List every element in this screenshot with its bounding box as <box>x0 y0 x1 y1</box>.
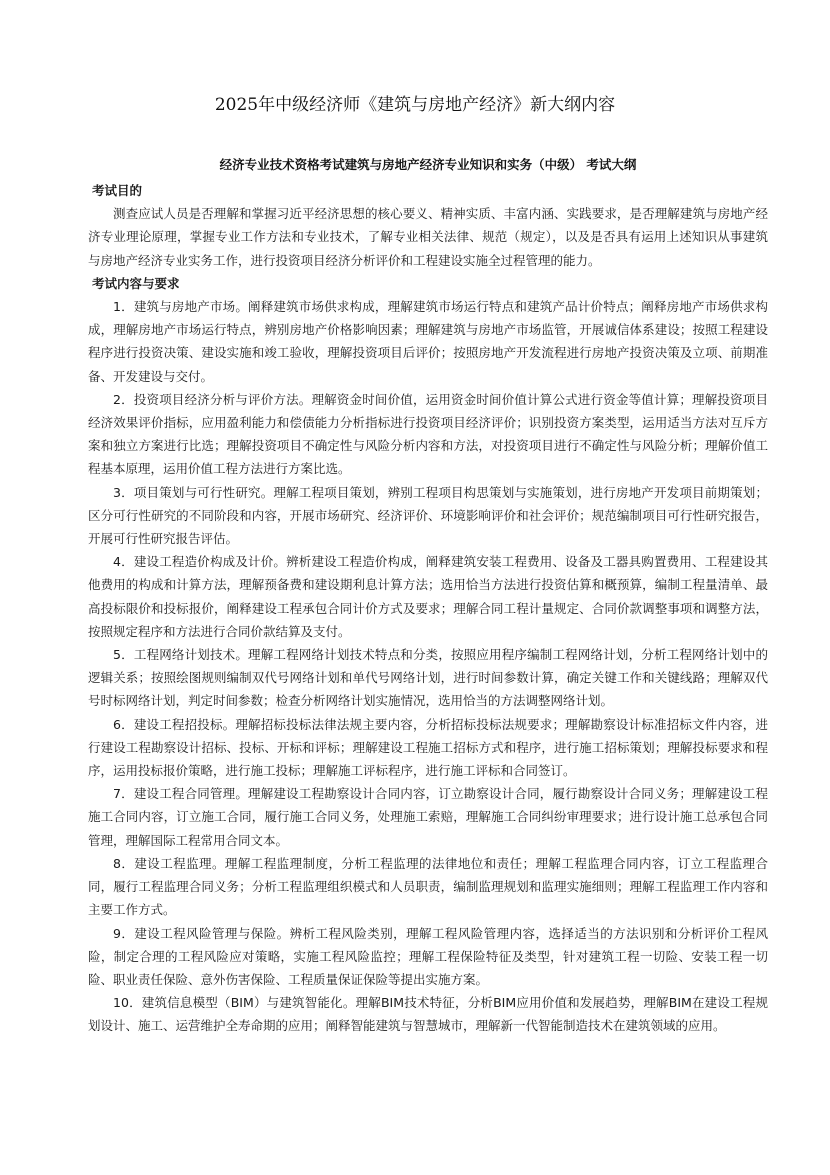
content-item-1: 1．建筑与房地产市场。阐释建筑市场供求构成，理解建筑市场运行特点和建筑产品计价特点；阐释房地产市场供求构成，理解房地产市场运行特点，辨别房地产价格影响因素；理解建筑与房地产市场监管，开展诚信体系建设；按照工程建设程序进行投资决策、建设实施和竣工验收，理解投资项目后评价；按照房地产开发流程进行房地产投资决策及立项、前期准备、开发建设与交付。 <box>88 299 768 384</box>
content-item-9: 9．建设工程风险管理与保险。辨析工程风险类别，理解工程风险管理内容，选择适当的方法识别和分析评价工程风险，制定合理的工程风险应对策略，实施工程风险监控；理解工程保险特征及类型，针对建筑工程一切险、安装工程一切险、职业责任保险、意外伤害保险、工程质量保证保险等提出实施方案。 <box>88 925 768 987</box>
document-title: 2025年中级经济师《建筑与房地产经济》新大纲内容 <box>214 95 616 115</box>
content-item-6: 6．建设工程招投标。理解招标投标法律法规主要内容，分析招标投标法规要求；理解勘察设计标准招标文件内容，进行建设工程勘察设计招标、投标、开标和评标；理解建设工程施工招标方式和程序，进行施工招标策划；理解投标要求和程序，运用投标报价策略，进行施工投标；理解施工评标程序，进行施工评标和合同签订。 <box>88 716 768 779</box>
content-item-10: 10．建筑信息模型（BIM）与建筑智能化。理解BIM技术特征，分析BIM应用价值和发展趋势，理解BIM在建设工程规划设计、施工、运营维护全寿命期的应用；阐释智能建筑与智慧城市，理解新一代智能制造技术在建筑领域的应用。 <box>88 995 768 1034</box>
content-item-2: 2．投资项目经济分析与评价方法。理解资金时间价值，运用资金时间价值计算公式进行资金等值计算；理解投资项目经济效果评价指标，应用盈利能力和偿债能力分析指标进行投资项目经济评价；识别投资方案类型，运用适当方法对互斥方案和独立方案进行比选；理解投资项目不确定性与风险分析内容和方法，对投资项目进行不确定性与风险分析；理解价值工程基本原理，运用价值工程方法进行方案比选。 <box>88 391 768 477</box>
exam-purpose-paragraph: 测查应试人员是否理解和掌握习近平经济思想的核心要义、精神实质、丰富内涵、实践要求，是否理解建筑与房地产经济专业理论原理，掌握专业工作方法和专业技术，了解专业相关法律、规范（规定），以及是否具有运用上述知识从事建筑与房地产经济专业实务工作，进行投资项目经济分析评价和工程建设实施全过程管理的能力。 <box>88 206 768 268</box>
content-item-5: 5．工程网络计划技术。理解工程网络计划技术特点和分类，按照应用程序编制工程网络计划，分析工程网络计划中的逻辑关系；按照绘图规则编制双代号网络计划和单代号网络计划，进行时间参数计算，确定关键工作和关键线路；理解双代号时标网络计划，判定时间参数；检查分析网络计划实施情况，选用恰当的方法调整网络计划。 <box>88 647 768 709</box>
content-item-8: 8．建设工程监理。理解工程监理制度，分析工程监理的法律地位和责任；理解工程监理合同内容，订立工程监理合同，履行工程监理合同义务；分析工程监理组织模式和人员职责，编制监理规划和监理实施细则；理解工程监理工作内容和主要工作方式。 <box>88 855 768 918</box>
content-item-7: 7．建设工程合同管理。理解建设工程勘察设计合同内容，订立勘察设计合同，履行勘察设计合同义务；理解建设工程施工合同内容，订立施工合同，履行施工合同义务，处理施工索赔，理解施工合同纠纷审理要求；进行设计施工总承包合同管理，理解国际工程常用合同文本。 <box>88 786 768 848</box>
content-item-3: 3．项目策划与可行性研究。理解工程项目策划，辨别工程项目构思策划与实施策划，进行房地产开发项目前期策划；区分可行性研究的不同阶段和内容，开展市场研究、经济评价、环境影响评价和社会评价；规范编制项目可行性研究报告，开展可行性研究报告评估。 <box>88 484 768 547</box>
content-item-4: 4．建设工程造价构成及计价。辨析建设工程造价构成，阐释建筑安装工程费用、设备及工器具购置费用、工程建设其他费用的构成和计算方法，理解预备费和建设期利息计算方法；选用恰当方法进行投资估算和概预算，编制工程量清单、最高投标限价和投标报价，阐释建设工程承包合同计价方式及要求；理解合同工程计量规定、合同价款调整事项和调整方法，按照规定程序和方法进行合同价款结算及支付。 <box>88 554 768 639</box>
document-body <box>88 179 768 1038</box>
section-heading-exam-purpose: 考试目的 <box>92 183 143 198</box>
syllabus-subtitle: 经济专业技术资格考试建筑与房地产经济专业知识和实务（中级） 考试大纲 <box>219 157 637 172</box>
section-heading-exam-content: 考试内容与要求 <box>92 275 180 291</box>
